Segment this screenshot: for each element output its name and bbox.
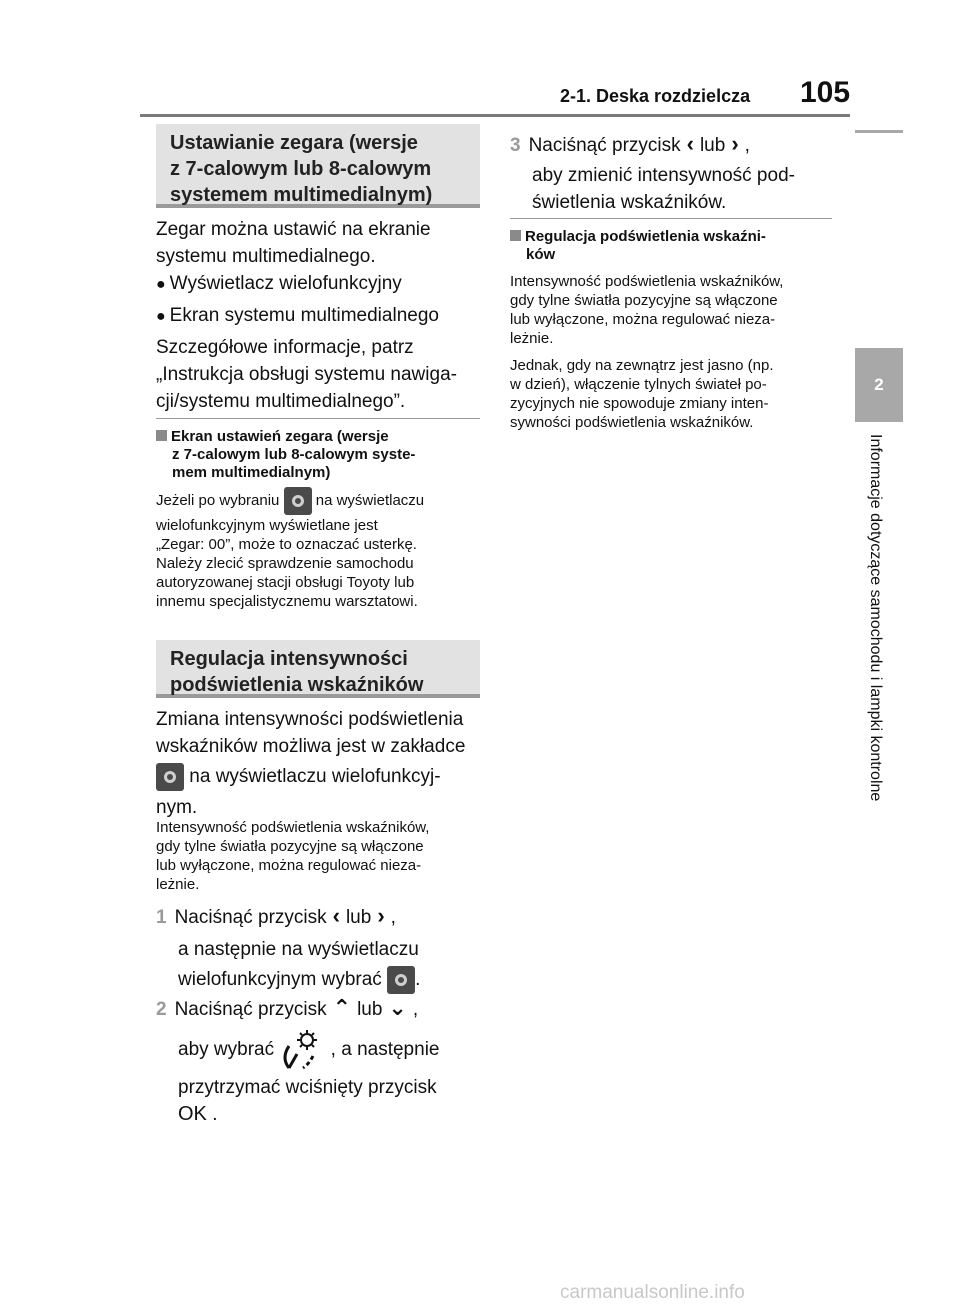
daylight-note: Jednak, gdy na zewnątrz jest jasno (np. w dzień), włączenie tylnych świateł po- zycyjnych nie spowoduje zmiany inten- sywności podświetlenia wskaźników. [510,357,774,431]
brightness-icon [279,1028,325,1072]
bullet-list [156,270,439,330]
clock-warning: Jeżeli po wybraniu na wyświetlaczu wielofunkcyjnym wyświetlane jest „Zegar: 00”, może to oznaczać usterkę. Należy zlecić sprawdzenie samochodu autoryzowanej stacji obsługi Toyoty lub innemu specjalistycznemu warsztatowi. [156,486,480,611]
running-header: 2-1. Deska rozdzielcza [560,86,751,106]
chevron-right-icon: › [731,131,739,156]
watermark: carmanualsonline.info [560,1282,745,1303]
chapter-title: Informacje dotyczące samochodu i lampki kontrolne [867,434,884,802]
chevron-right-icon: › [377,903,385,928]
ok-button-symbol: OK [178,1103,207,1125]
reference-text: Szczegółowe informacje, patrz „Instrukcja obsługi systemu nawiga- cji/systemu multimedialnego”. [156,337,457,412]
chapter-tab: 2 [855,348,903,422]
subheading-clock-screen: Ekran ustawień zegara (wersje z 7-calowym lub 8-calowym syste- mem multimedialnym) [156,428,415,482]
brightness-note: Intensywność podświetlenia wskaźników, gdy tylne światła pozycyjne są włączone lub wyłączone, można regulować nieza- leżnie. [156,819,430,893]
chevron-left-icon: ‹ [686,131,694,156]
section-heading-clock: Ustawianie zegara (wersje z 7-calowym lub 8-calowym systemem multimedialnym) [156,124,480,208]
clock-intro: Zegar można ustawić na ekranie systemu multimedialnego. [156,219,431,267]
chevron-down-icon: ⌄ [388,995,407,1020]
header-rule [140,114,850,117]
brightness-adjust-note: Intensywność podświetlenia wskaźników, gdy tylne światła pozycyjne są włączone lub wyłączone, można regulować nieza- leżnie. [510,273,784,347]
side-rule [855,130,903,133]
chevron-left-icon: ‹ [332,903,340,928]
list-item: ● Wyświetlacz wielofunkcyjny [156,273,402,294]
gear-icon [156,763,184,791]
gear-icon [284,487,312,515]
step-3: 3 Naciśnąć przycisk ‹ lub › , aby zmienić intensywność pod- świetlenia wskaźników. [510,131,795,213]
step-2: 2 Naciśnąć przycisk ⌃ lub ⌄ , aby wybrać , a następnie przytrzymać wciśnięty przycisk OK . [156,995,440,1125]
list-item: ● Ekran systemu multimedialnego [156,305,439,326]
step-1: 1 Naciśnąć przycisk ‹ lub › , a następnie na wyświetlaczu wielofunkcyjnym wybrać . [156,902,486,997]
divider [510,218,832,219]
page-number: 105 [800,76,851,109]
section-heading-brightness: Regulacja intensywności podświetlenia wskaźników [156,640,480,698]
subheading-brightness-adjust: Regulacja podświetlenia wskaźni- ków [510,228,766,264]
chevron-up-icon: ⌃ [332,995,352,1020]
gear-icon [387,966,415,994]
brightness-intro: Zmiana intensywności podświetlenia wskaźników możliwa jest w zakładce na wyświetlaczu wielofunkcyj- nym. [156,709,466,818]
divider [156,418,480,419]
